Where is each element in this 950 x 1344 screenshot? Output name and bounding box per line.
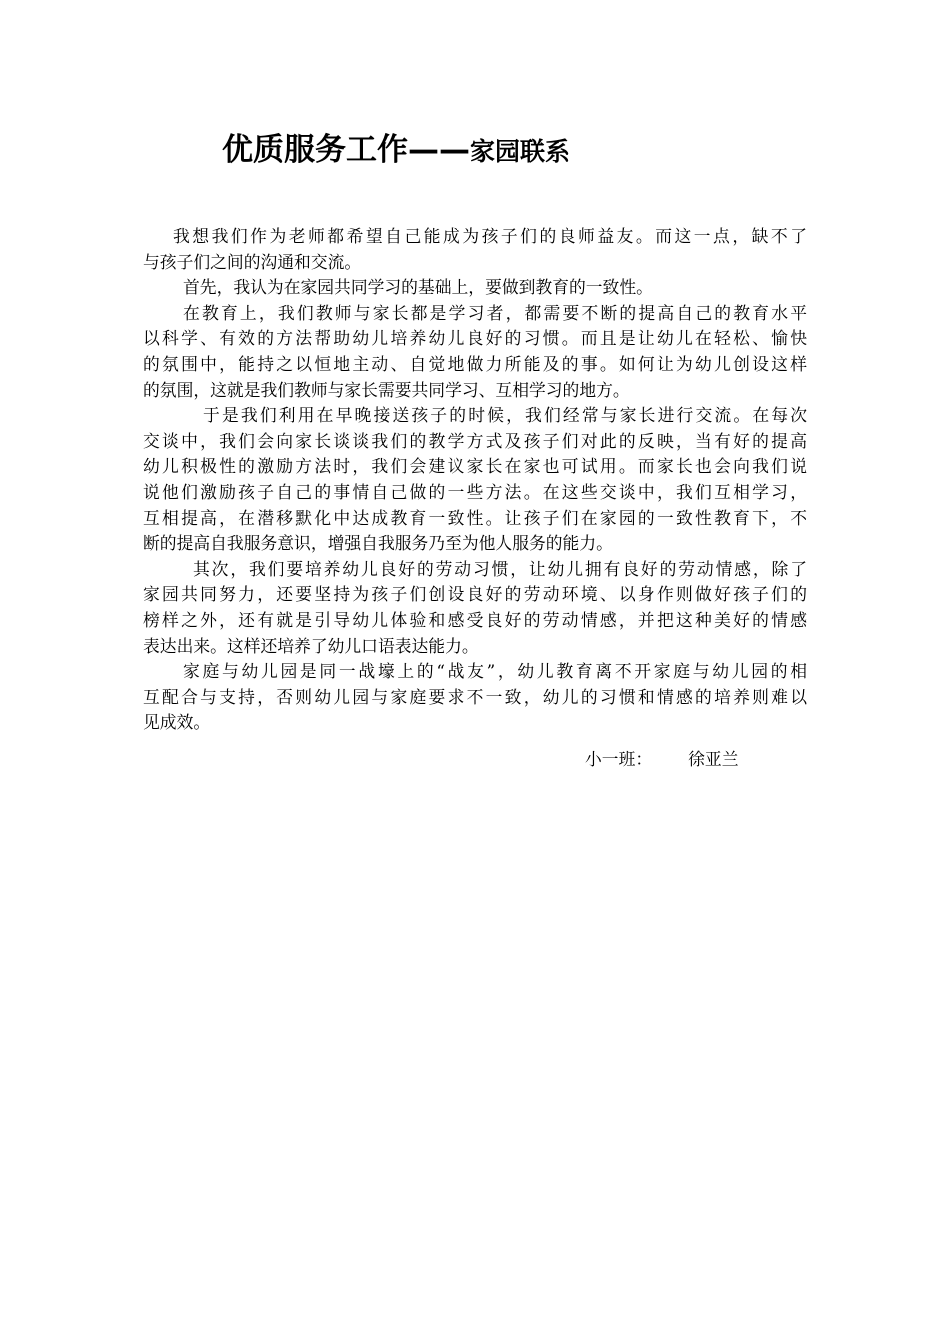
text-line: 互相提高，在潜移默化中达成教育一致性。让孩子们在家园的一致性教育下，不 (143, 507, 807, 528)
text-line: 断的提高自我服务意识，增强自我服务乃至为他人服务的能力。 (143, 533, 613, 554)
text-line: 互配合与支持，否则幼儿园与家庭要求不一致，幼儿的习惯和情感的培养则难以 (143, 686, 807, 707)
text-line: 的氛围中，能持之以恒地主动、自觉地做力所能及的事。如何让为幼儿创设这样 (143, 353, 807, 374)
text-line: 见成效。 (143, 712, 211, 733)
text-line: 家园共同努力，还要坚持为孩子们创设良好的劳动环境、以身作则做好孩子们的 (143, 584, 807, 605)
text-line: 以科学、有效的方法帮助幼儿培养幼儿良好的习惯。而且是让幼儿在轻松、愉快 (143, 328, 807, 349)
title-main: 优质服务工作—— (222, 132, 470, 168)
text-line: 榜样之外，还有就是引导幼儿体验和感受良好的劳动情感，并把这种美好的情感 (143, 609, 807, 630)
text-line: 幼儿积极性的激励方法时，我们会建议家长在家也可试用。而家长也会向我们说 (143, 456, 807, 477)
document-body (143, 224, 807, 736)
text-line: 在教育上，我们教师与家长都是学习者，都需要不断的提高自己的教育水平 (183, 302, 807, 323)
text-line: 我想我们作为老师都希望自己能成为孩子们的良师益友。而这一点，缺不了 (173, 226, 807, 246)
title-sub: 家园联系 (470, 137, 571, 166)
signature-name: 徐亚兰 (688, 749, 739, 769)
text-line: 与孩子们之间的沟通和交流。 (143, 251, 362, 272)
document-title (222, 128, 570, 177)
signature-class: 小一班： (585, 749, 653, 769)
text-line: 其次，我们要培养幼儿良好的劳动习惯，让幼儿拥有良好的劳动情感，除了 (193, 558, 807, 579)
text-line: 的氛围，这就是我们教师与家长需要共同学习、互相学习的地方。 (143, 379, 630, 400)
text-line: 家庭与幼儿园是同一战壕上的“战友”，幼儿教育离不开家庭与幼儿园的相 (183, 661, 807, 682)
text-line: 首先，我认为在家园共同学习的基础上，要做到教育的一致性。 (183, 277, 653, 298)
text-line: 表达出来。这样还培养了幼儿口语表达能力。 (143, 635, 479, 656)
text-line: 于是我们利用在早晚接送孩子的时候，我们经常与家长进行交流。在每次 (203, 405, 807, 426)
text-line: 说他们激励孩子自己的事情自己做的一些方法。在这些交谈中，我们互相学习， (143, 481, 807, 502)
signature (585, 747, 739, 772)
text-line: 交谈中，我们会向家长谈谈我们的教学方式及孩子们对此的反映，当有好的提高 (143, 430, 807, 451)
